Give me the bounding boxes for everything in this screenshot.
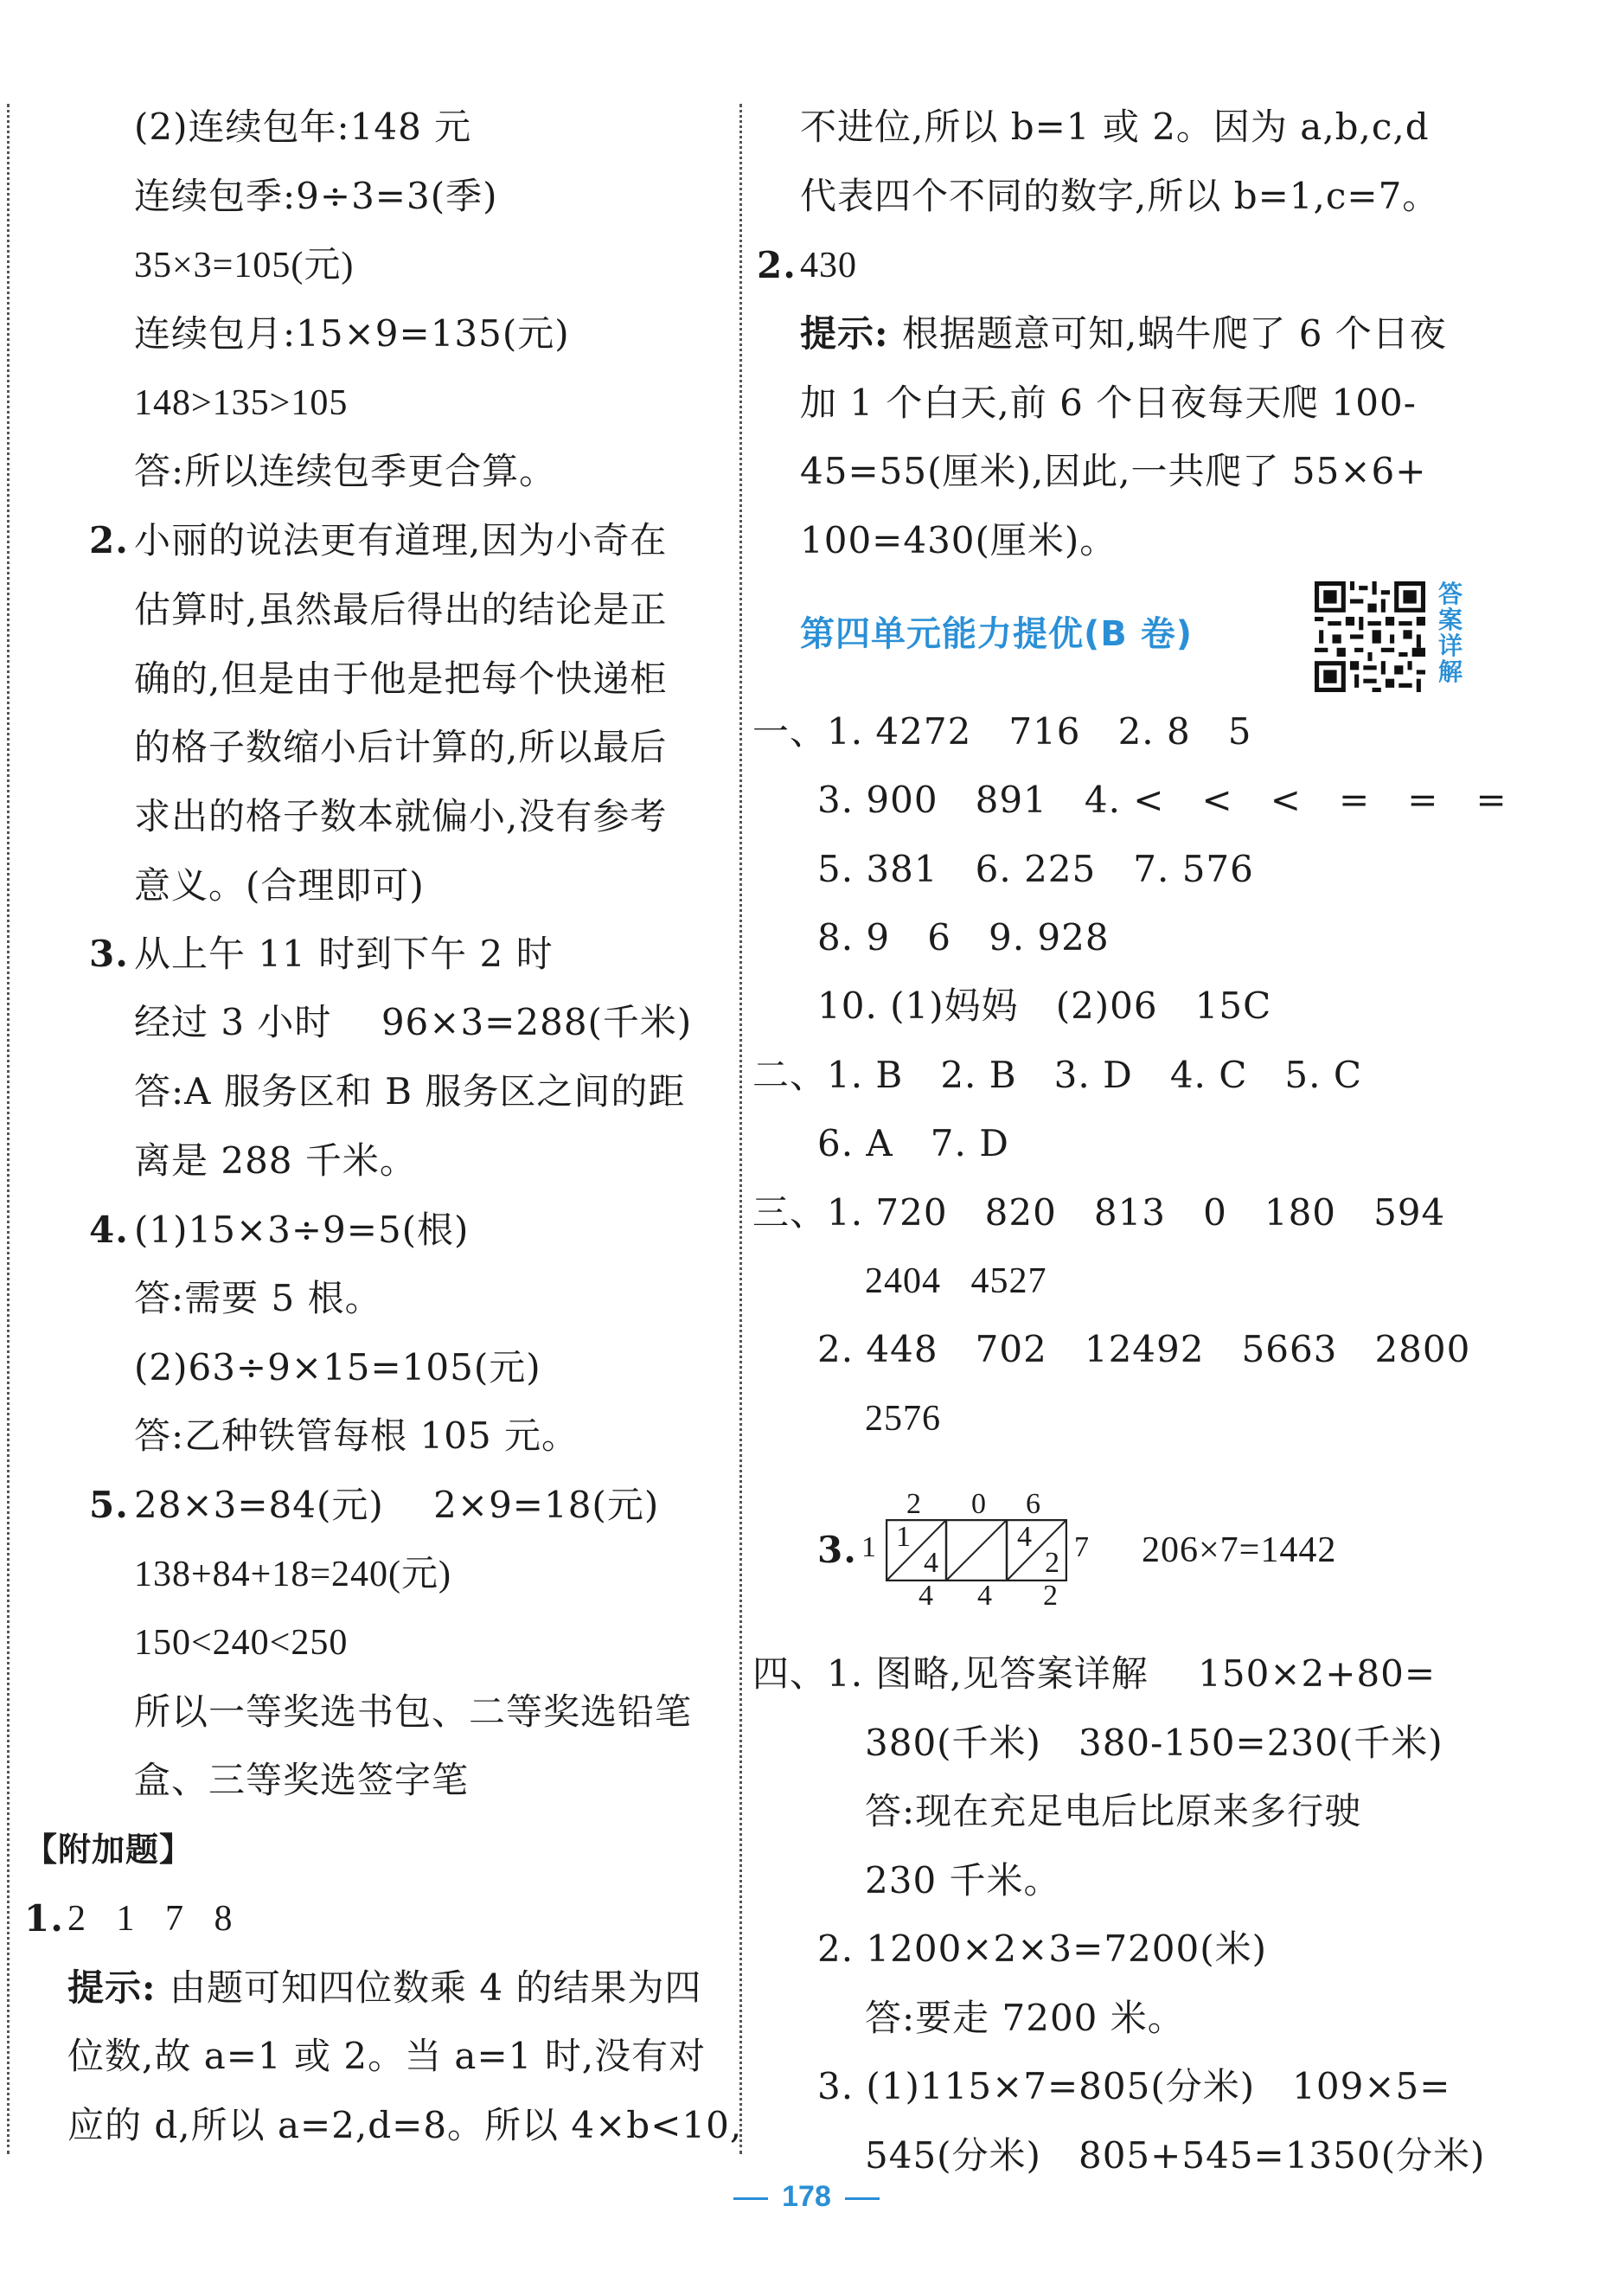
lattice-top-digit: 2 [906,1488,921,1520]
text-line: 545(分米) 805+545=1350(分米) [865,2134,1486,2177]
text-line: 一、1. 4272 716 2. 8 5 [752,710,1252,753]
text-line: 答:A 服务区和 B 服务区之间的距 [134,1070,686,1113]
item-number: 5. [89,1484,129,1526]
text-line: 2576 [865,1399,941,1439]
bonus-section-heading: 【附加题】 [24,1831,194,1869]
text-line: 10. (1)妈妈 (2)06 15C [817,984,1272,1027]
page-number: 178 [782,2180,831,2213]
text-line: 430 [800,246,857,285]
text-line: 小丽的说法更有道理,因为小奇在 [134,519,668,561]
hint-label: 提示: [67,1966,157,2009]
lattice-cell-digit: 4 [924,1547,938,1579]
text-line: 28×3=84(元) 2×9=18(元) [134,1484,660,1526]
text-line: 答:乙种铁管每根 105 元。 [134,1414,579,1457]
footer-dash [733,2197,768,2200]
text-line: 二、1. B 2. B 3. D 4. C 5. C [752,1054,1362,1096]
item-number: 2. [757,244,797,286]
text-line: 答:需要 5 根。 [134,1277,382,1319]
text-line: 2. 448 702 12492 5663 2800 [817,1328,1471,1370]
text-line: 代表四个不同的数字,所以 b=1,c=7。 [800,175,1440,217]
text-line: 380(千米) 380-150=230(千米) [865,1722,1443,1764]
text-line: 根据题意可知,蜗牛爬了 6 个日夜 [902,312,1447,355]
text-line: 230 千米。 [865,1859,1061,1902]
text-line: 2404 4527 [865,1261,1047,1301]
text-line: 四、1. 图略,见答案详解 150×2+80= [752,1652,1437,1695]
text-line: 离是 288 千米。 [134,1139,417,1182]
text-line: 位数,故 a=1 或 2。当 a=1 时,没有对 [67,2035,707,2077]
text-line: 经过 3 小时 96×3=288(千米) [134,1001,693,1043]
item-number: 4. [89,1209,129,1251]
item-number: 3. [817,1529,857,1571]
lattice-cell-digit: 2 [1045,1547,1059,1579]
lattice-top-digit: 0 [971,1488,986,1520]
text-line: 不进位,所以 b=1 或 2。因为 a,b,c,d [800,106,1430,148]
text-line: 盒、三等奖选签字笔 [134,1759,470,1801]
text-line: 三、1. 720 820 813 0 180 594 [752,1191,1446,1234]
text-line: 3. (1)115×7=805(分米) 109×5= [817,2065,1451,2107]
text-line: 意义。(合理即可) [134,864,425,907]
unit-heading: 第四单元能力提优(B 卷) [800,614,1193,654]
lattice-multiplication-diagram [861,1488,1124,1612]
text-line: 150<240<250 [134,1623,349,1663]
text-line: 答:要走 7200 米。 [865,1997,1185,2039]
text-line: 连续包季:9÷3=3(季) [134,175,498,217]
text-line: 确的,但是由于他是把每个快递柜 [134,657,668,700]
lattice-bottom-digit: 4 [977,1580,992,1612]
lattice-cell-digit: 1 [896,1521,911,1553]
lattice-top-digit: 6 [1026,1488,1040,1520]
text-line: 5. 381 6. 225 7. 576 [817,848,1254,890]
text-line: 答:所以连续包季更合算。 [134,450,557,492]
text-line: 8. 9 6 9. 928 [817,916,1110,959]
text-line: 由题可知四位数乘 4 的结果为四 [170,1966,702,2009]
lattice-bottom-digit: 4 [919,1580,933,1612]
text-line: (1)15×3÷9=5(根) [134,1209,470,1251]
lattice-grid [886,1519,1067,1581]
lattice-left-digit: 1 [861,1531,876,1563]
text-line: 35×3=105(元) [134,246,355,285]
item-number: 1. [24,1897,64,1940]
text-line: 加 1 个白天,前 6 个日夜每天爬 100- [800,382,1417,424]
footer-dash [845,2197,880,2200]
text-line: 2. 1200×2×3=7200(米) [817,1927,1267,1970]
hint-label: 提示: [800,312,889,355]
text-line: 6. A 7. D [817,1122,1009,1164]
text-line: 答:现在充足电后比原来多行驶 [865,1790,1362,1832]
qr-code-label: 答案详解 [1437,580,1463,686]
item-number: 3. [89,933,129,975]
text-line: 100=430(厘米)。 [800,519,1117,561]
column-divider [739,104,742,2154]
text-line: 138+84+18=240(元) [134,1555,452,1594]
left-margin-rule [7,104,10,2154]
text-line: 2 1 7 8 [67,1899,234,1939]
text-line: 求出的格子数本就偏小,没有参考 [134,795,668,837]
text-line: 所以一等奖选书包、二等奖选铅笔 [134,1690,693,1733]
lattice-bottom-digit: 2 [1043,1580,1058,1612]
lattice-cell-digit: 4 [1017,1521,1032,1553]
text-line: 估算时,虽然最后得出的结论是正 [134,588,668,631]
text-line: 206×7=1442 [1142,1530,1337,1570]
text-line: 连续包月:15×9=135(元) [134,312,570,355]
text-line: 45=55(厘米),因此,一共爬了 55×6+ [800,450,1427,492]
text-line: (2)连续包年:148 元 [134,106,472,148]
text-line: 从上午 11 时到下午 2 时 [134,933,554,975]
page-footer [0,2180,1613,2214]
text-line: 148>135>105 [134,383,349,423]
text-line: (2)63÷9×15=105(元) [134,1346,541,1389]
item-number: 2. [89,519,129,561]
qr-code-icon[interactable] [1315,581,1425,692]
lattice-right-digit: 7 [1074,1531,1089,1563]
text-line: 应的 d,所以 a=2,d=8。所以 4×b<10, [67,2104,743,2146]
text-line: 的格子数缩小后计算的,所以最后 [134,726,668,768]
text-line: 3. 900 891 4. < < < = = = [817,779,1507,821]
